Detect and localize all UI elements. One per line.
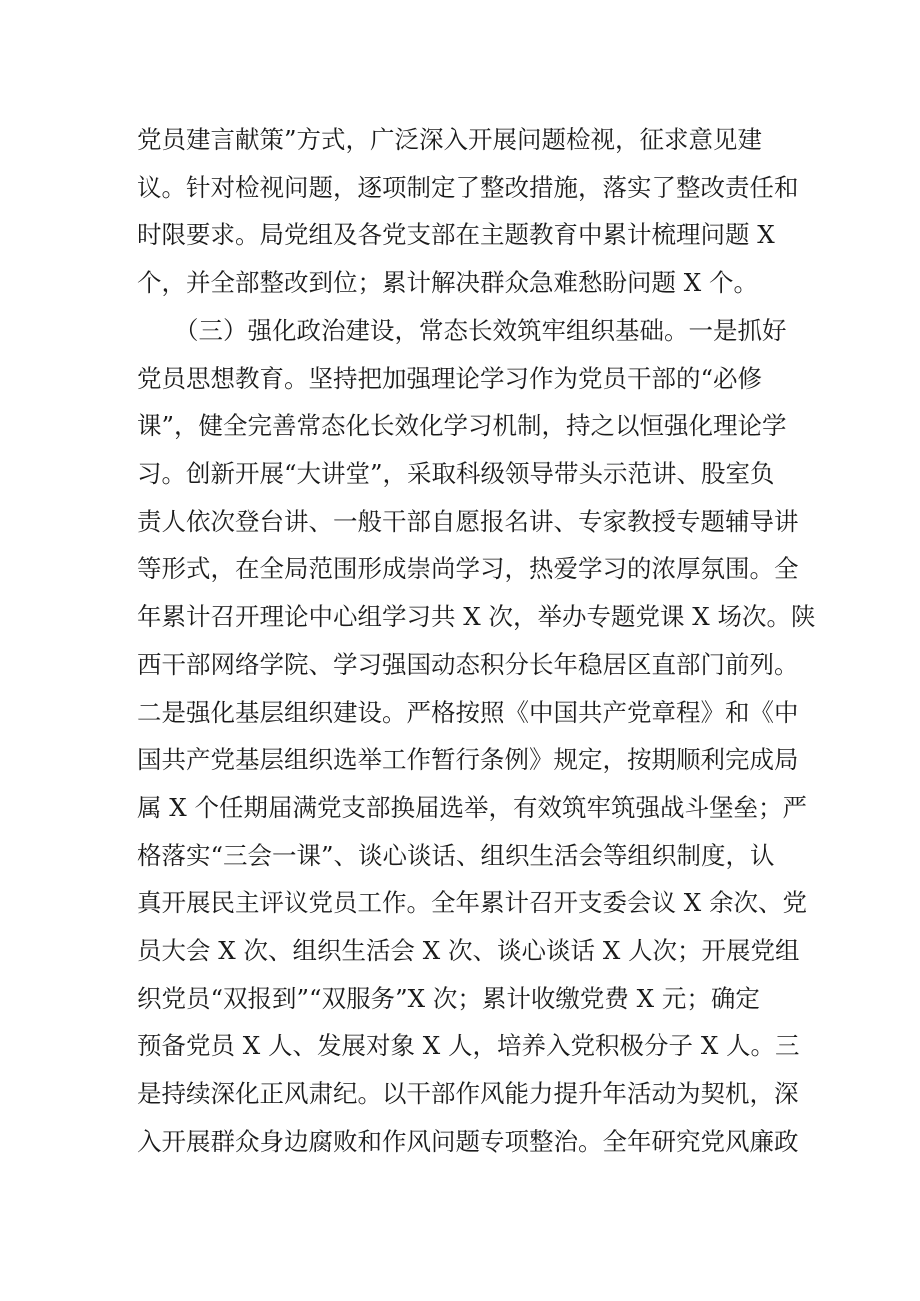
text-line: 等形式，在全局范围形成崇尚学习，热爱学习的浓厚氛围。全	[137, 554, 799, 584]
paragraph-continued	[137, 116, 799, 307]
text-line: 责人依次登台讲、一般干部自愿报名讲、专家教授专题辅导讲	[137, 506, 799, 536]
text-line: 属 X 个任期届满党支部换届选举，有效筑牢筑强战斗堡垒；严	[137, 792, 808, 822]
text-line: 个，并全部整改到位；累计解决群众急难愁盼问题 X 个。	[137, 268, 759, 298]
text-line: 课”，健全完善常态化长效化学习机制，持之以恒强化理论学	[137, 411, 787, 441]
text-line: 习。创新开展“大讲堂”，采取科级领导带头示范讲、股室负	[137, 459, 775, 489]
text-line: 年累计召开理论中心组学习共 X 次，举办专题党课 X 场次。陕	[137, 602, 816, 632]
text-line: 二是强化基层组织建设。严格按照《中国共产党章程》和《中	[137, 697, 799, 727]
text-line: 真开展民主评议党员工作。全年累计召开支委会议 X 余次、党	[137, 888, 808, 918]
text-line: 党员思想教育。坚持把加强理论学习作为党员干部的“必修	[137, 363, 763, 393]
text-line: 国共产党基层组织选举工作暂行条例》规定，按期顺利完成局	[137, 745, 799, 775]
text-line: 时限要求。局党组及各党支部在主题教育中累计梳理问题 X	[137, 220, 775, 250]
text-line: 格落实“三会一课”、谈心谈话、组织生活会等组织制度，认	[137, 840, 775, 870]
text-line: 西干部网络学院、学习强国动态积分长年稳居区直部门前列。	[137, 649, 799, 679]
section-heading-line: （三）强化政治建设，常态长效筑牢组织基础。一是抓好	[174, 316, 787, 345]
text-line: 预备党员 X 人、发展对象 X 人，培养入党积极分子 X 人。三	[137, 1031, 800, 1061]
text-line: 员大会 X 次、组织生活会 X 次、谈心谈话 X 人次；开展党组	[137, 935, 800, 965]
text-line: 议。针对检视问题，逐项制定了整改措施，落实了整改责任和	[137, 172, 799, 202]
text-line: 党员建言献策”方式，广泛深入开展问题检视，征求意见建	[137, 125, 763, 154]
text-line: 织党员“双报到”“双服务”X 次；累计收缴党费 X 元；确定	[137, 983, 760, 1013]
text-line: 入开展群众身边腐败和作风问题专项整治。全年研究党风廉政	[137, 1126, 799, 1156]
paragraph-section-three	[137, 307, 816, 1165]
text-line: 是持续深化正风肃纪。以干部作风能力提升年活动为契机，深	[137, 1079, 799, 1108]
